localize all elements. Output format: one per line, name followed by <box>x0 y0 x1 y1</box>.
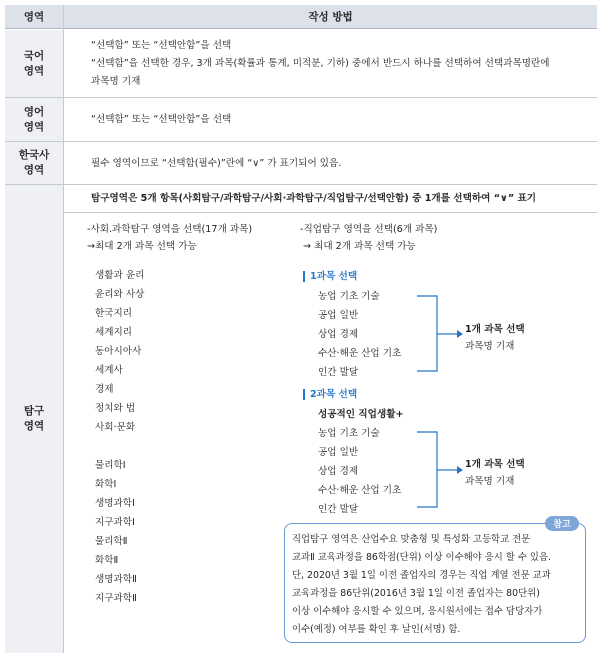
social-science-sub: →최대 2개 과목 선택 가능 <box>87 241 197 252</box>
social-subject: 정치와 법 <box>95 403 136 414</box>
note-line: 교과Ⅱ 교육과정을 86학점(단위) 이상 이수해야 응시 할 수 있음. <box>292 552 551 563</box>
note-line: 이상 이수해야 응시할 수 있으며, 응시원서에는 접수 담당자가 <box>292 606 543 617</box>
note-badge: 참고 <box>545 516 579 531</box>
section-marker <box>303 389 305 400</box>
header-area: 영역 <box>5 5 63 29</box>
note-line: 직업탐구 영역은 산업수요 맞춤형 및 특성화 고등학교 전문 <box>292 534 531 545</box>
social-subject: 윤리와 사상 <box>95 289 145 300</box>
one-subject-item: 수산·해운 산업 기초 <box>318 348 402 359</box>
history-line1: 필수 영역이므로 “선택함(필수)”란에 “∨” 가 표기되어 있음. <box>91 158 342 169</box>
label-inquiry <box>5 185 63 653</box>
science-subject: 생명과학Ⅰ <box>95 498 135 509</box>
korean-line3: 과목명 기재 <box>91 76 141 87</box>
social-subject: 세계지리 <box>95 327 133 338</box>
label-english-line1: 영어 <box>23 105 45 118</box>
social-subject: 생활과 윤리 <box>95 270 145 281</box>
two-subject-item: 수산·해운 산업 기초 <box>318 485 402 496</box>
note-line: 이수(예정) 여부를 확인 후 날인(서명) 함. <box>292 624 461 635</box>
one-subject-result2: 과목명 기재 <box>465 341 515 352</box>
science-subject: 지구과학Ⅰ <box>95 517 135 528</box>
social-science-head: -사회.과학탐구 영역을 선택(17개 과목) <box>87 224 253 235</box>
two-subject-item: 인간 발달 <box>318 504 359 515</box>
note-line: 교육과정을 86단위(2016년 3월 1일 이전 졸업자는 80단위) <box>292 588 540 599</box>
two-subject-item: 농업 기초 기술 <box>318 428 380 439</box>
social-subject: 한국지리 <box>95 308 133 319</box>
label-inquiry-line1: 탐구 <box>23 405 45 417</box>
vocational-head: -직업탐구 영역을 선택(6개 과목) <box>300 224 438 235</box>
label-inquiry-line2: 영역 <box>23 420 45 432</box>
info-table <box>5 5 597 653</box>
inquiry-title: 탐구영역은 5개 항목(사회탐구/과학탐구/사회·과학탐구/직업탐구/선택안함) 중 1개를 선택하여 “∨” 표기 <box>91 193 536 204</box>
section-marker <box>303 271 305 282</box>
bracket-arrow-icon <box>415 427 465 512</box>
one-subject-title: 1과목 선택 <box>310 271 358 282</box>
bracket-arrow-icon <box>415 291 465 381</box>
two-subject-title: 2과목 선택 <box>310 389 358 400</box>
label-english-line2: 영역 <box>23 120 45 133</box>
label-history <box>5 142 63 184</box>
vocational-sub: → 최대 2개 과목 선택 가능 <box>303 241 416 252</box>
korean-line1: “선택함” 또는 “선택안함”을 선택 <box>91 40 232 51</box>
two-subject-result2: 과목명 기재 <box>465 476 515 487</box>
social-subject: 동아시아사 <box>95 346 142 357</box>
label-korean <box>5 30 63 97</box>
science-subject: 지구과학Ⅱ <box>95 593 137 604</box>
label-history-line1: 한국사 <box>18 149 50 161</box>
inquiry-title-divider <box>64 212 597 213</box>
korean-line2: “선택함”을 선택한 경우, 3개 과목(확률과 통계, 미적분, 기하) 중에서 반드시 하나를 선택하여 선택과목명란에 <box>91 58 550 69</box>
header-method: 작성 방법 <box>64 5 597 29</box>
science-subject: 화학Ⅱ <box>95 555 119 566</box>
science-subject: 물리학Ⅱ <box>95 536 128 547</box>
english-line1: “선택함” 또는 “선택안함”을 선택 <box>91 114 232 125</box>
one-subject-result1: 1개 과목 선택 <box>465 324 525 335</box>
one-subject-item: 인간 발달 <box>318 367 359 378</box>
two-subject-item: 공업 일반 <box>318 447 359 458</box>
science-subject: 화학Ⅰ <box>95 479 117 490</box>
label-korean-line1: 국어 <box>23 49 45 62</box>
one-subject-item: 공업 일반 <box>318 310 359 321</box>
label-korean-line2: 영역 <box>23 64 45 77</box>
social-subject: 세계사 <box>95 365 123 376</box>
label-history-line2: 영역 <box>23 164 45 176</box>
column-divider <box>63 5 64 653</box>
science-subject: 생명과학Ⅱ <box>95 574 137 585</box>
note-line: 단, 2020년 3월 1일 이전 졸업자의 경우는 직업 계열 전문 교과 <box>292 570 551 581</box>
one-subject-item: 상업 경제 <box>318 329 359 340</box>
label-english <box>5 98 63 141</box>
social-subject: 경제 <box>95 384 114 395</box>
social-subject: 사회·문화 <box>95 422 136 433</box>
two-subject-item: 상업 경제 <box>318 466 359 477</box>
one-subject-item: 농업 기초 기술 <box>318 291 380 302</box>
science-subject: 물리학Ⅰ <box>95 460 126 471</box>
two-subject-required: 성공적인 직업생활+ <box>318 409 404 420</box>
two-subject-result1: 1개 과목 선택 <box>465 459 525 470</box>
